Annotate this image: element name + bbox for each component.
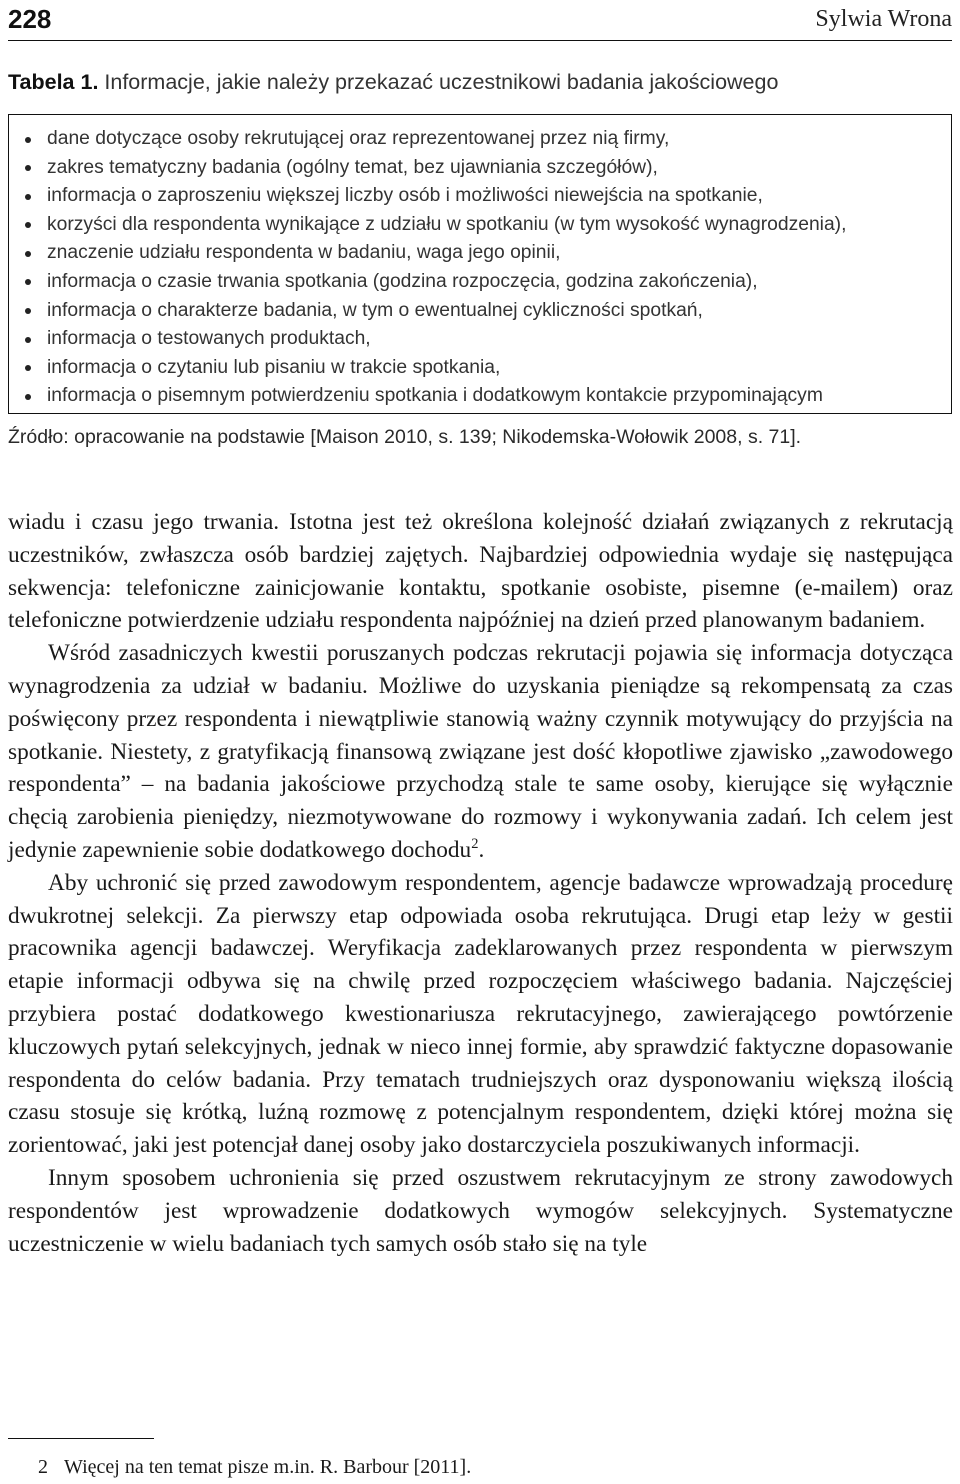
table-label: Tabela 1. xyxy=(8,70,99,94)
bullet-icon xyxy=(25,337,31,343)
table-list-item xyxy=(23,268,951,297)
footnote xyxy=(38,1456,471,1479)
paragraph-4: Innym sposobem uchronienia się przed oszustwem rekrutacyjnym ze strony zawodowych respondentów jest wprowadzenie dodatkowych wymogów selekcyjnych. Systematyczne uczestniczenie w wielu badaniach tych samych osób stało się na tyle xyxy=(8,1164,953,1257)
table-list-item xyxy=(23,182,951,211)
running-head-author: Sylwia Wrona xyxy=(815,6,952,32)
table-list-item xyxy=(23,325,951,354)
bullet-icon xyxy=(25,251,31,257)
table-list xyxy=(9,115,951,411)
bullet-icon xyxy=(25,279,31,285)
bullet-icon xyxy=(25,394,31,400)
table-list-item xyxy=(23,239,951,268)
table-list-item-text: informacja o zaproszeniu większej liczby osób i możliwości niewejścia na spotkanie, xyxy=(47,185,763,207)
table-list-item-text: informacja o pisemnym potwierdzeniu spotkania i dodatkowym kontakcie przypominającym xyxy=(47,385,823,407)
table-list-item xyxy=(23,382,951,411)
table-list-item xyxy=(23,297,951,326)
paragraph-2 xyxy=(8,637,953,867)
header-rule xyxy=(8,40,952,41)
footnote-mark: 2 xyxy=(38,1456,48,1478)
table-caption xyxy=(8,70,952,95)
table-list-item xyxy=(23,211,951,240)
paragraph-2-end: . xyxy=(478,836,485,863)
table-list-item-text: znaczenie udziału respondenta w badaniu, waga jego opinii, xyxy=(47,242,561,264)
bullet-icon xyxy=(25,222,31,228)
table-title: Informacje, jakie należy przekazać uczestnikowi badania jakościowego xyxy=(104,70,779,94)
paragraph-3: Aby uchronić się przed zawodowym respondentem, agencje badawcze wprowadzają procedurę dwukrotnej selekcji. Za pierwszy etap odpowiada osoba rekrutująca. Drugi etap leży w gestii pracownika agencji badawczej. Weryfikacja zadeklarowanych przez respondenta w pierwszym etapie informacji odbywa się na chwilę przed rozpoczęciem właściwego badania. Najczęściej przybiera postać dodatkowego kwestionariusza rekrutacyjnego, zawierającego powtórzenie kluczowych pytań selekcyjnych, jednak w nieco innej formie, aby sprawdzić faktyczne dopasowanie respondenta do celów badania. Przy tematach trudniejszych oraz dysponowaniu większą ilością czasu stosuje się krótką, luźną rozmowę z potencjalnym respondentem, dzięki której można się zorientować, jaki jest potencjał danej osoby jako dostarczyciela poszukiwanych informacji. xyxy=(8,869,953,1159)
table-source-note: Źródło: opracowanie na podstawie [Maison 2010, s. 139; Nikodemska-Wołowik 2008, s. 71]. xyxy=(8,426,802,448)
paragraph-2-text: Wśród zasadniczych kwestii poruszanych podczas rekrutacji pojawia się informacja dotycząca wynagrodzenia za udział w badaniu. Możliwe do uzyskania pieniądze są rekompensatą za czas poświęcony przez respondenta i niewątpliwie stanowią ważny czynnik motywujący do przyjścia na spotkanie. Niestety, z gratyfikacją finansową związane jest dość kłopotliwe zjawisko „zawodowego respondenta” – na badania jakościowe przychodzą stale te same osoby, kierujące się wyłącznie chęcią zarobienia pieniędzy, niezmotywowane do rozmowy i wykonywania zadań. Ich celem jest jedynie zapewnienie sobie dodatkowego dochodu xyxy=(8,640,953,863)
table-list-item-text: informacja o czytaniu lub pisaniu w trakcie spotkania, xyxy=(47,356,501,378)
table-list-item-text: zakres tematyczny badania (ogólny temat, bez ujawniania szczegółów), xyxy=(47,156,658,178)
page-number: 228 xyxy=(8,4,52,34)
footnote-reference: 2 xyxy=(471,836,479,853)
bullet-icon xyxy=(25,308,31,314)
table-list-item-text: korzyści dla respondenta wynikające z udziału w spotkaniu (w tym wysokość wynagrodzenia), xyxy=(47,213,847,235)
table-list-item xyxy=(23,154,951,183)
footnote-text: Więcej na ten temat pisze m.in. R. Barbour [2011]. xyxy=(64,1456,472,1478)
body-text xyxy=(8,506,953,1260)
table-list-item-text: informacja o testowanych produktach, xyxy=(47,328,371,350)
table-list-item-text: informacja o czasie trwania spotkania (godzina rozpoczęcia, godzina zakończenia), xyxy=(47,270,758,292)
bullet-icon xyxy=(25,365,31,371)
table-list-item-text: informacja o charakterze badania, w tym o ewentualnej cykliczności spotkań, xyxy=(47,299,703,321)
bullet-icon xyxy=(25,137,31,143)
paragraph-1: wiadu i czasu jego trwania. Istotna jest też określona kolejność działań związanych z rekrutacją uczestników, zwłaszcza osób bardziej zajętych. Najbardziej odpowiednia wydaje się następująca sekwencja: telefoniczne zainicjowanie kontaktu, spotkanie osobiste, pisemne (e-mailem) oraz telefoniczne potwierdzenie udziału respondenta najpóźniej na dzień przed planowanym badaniem. xyxy=(8,509,953,634)
page-header xyxy=(8,4,952,34)
table-list-item xyxy=(23,125,951,154)
table-list-item xyxy=(23,354,951,383)
bullet-icon xyxy=(25,165,31,171)
bullet-icon xyxy=(25,194,31,200)
table-list-item-text: dane dotyczące osoby rekrutującej oraz reprezentowanej przez nią firmy, xyxy=(47,128,670,149)
table-box xyxy=(8,114,952,414)
footnote-rule xyxy=(8,1438,154,1439)
